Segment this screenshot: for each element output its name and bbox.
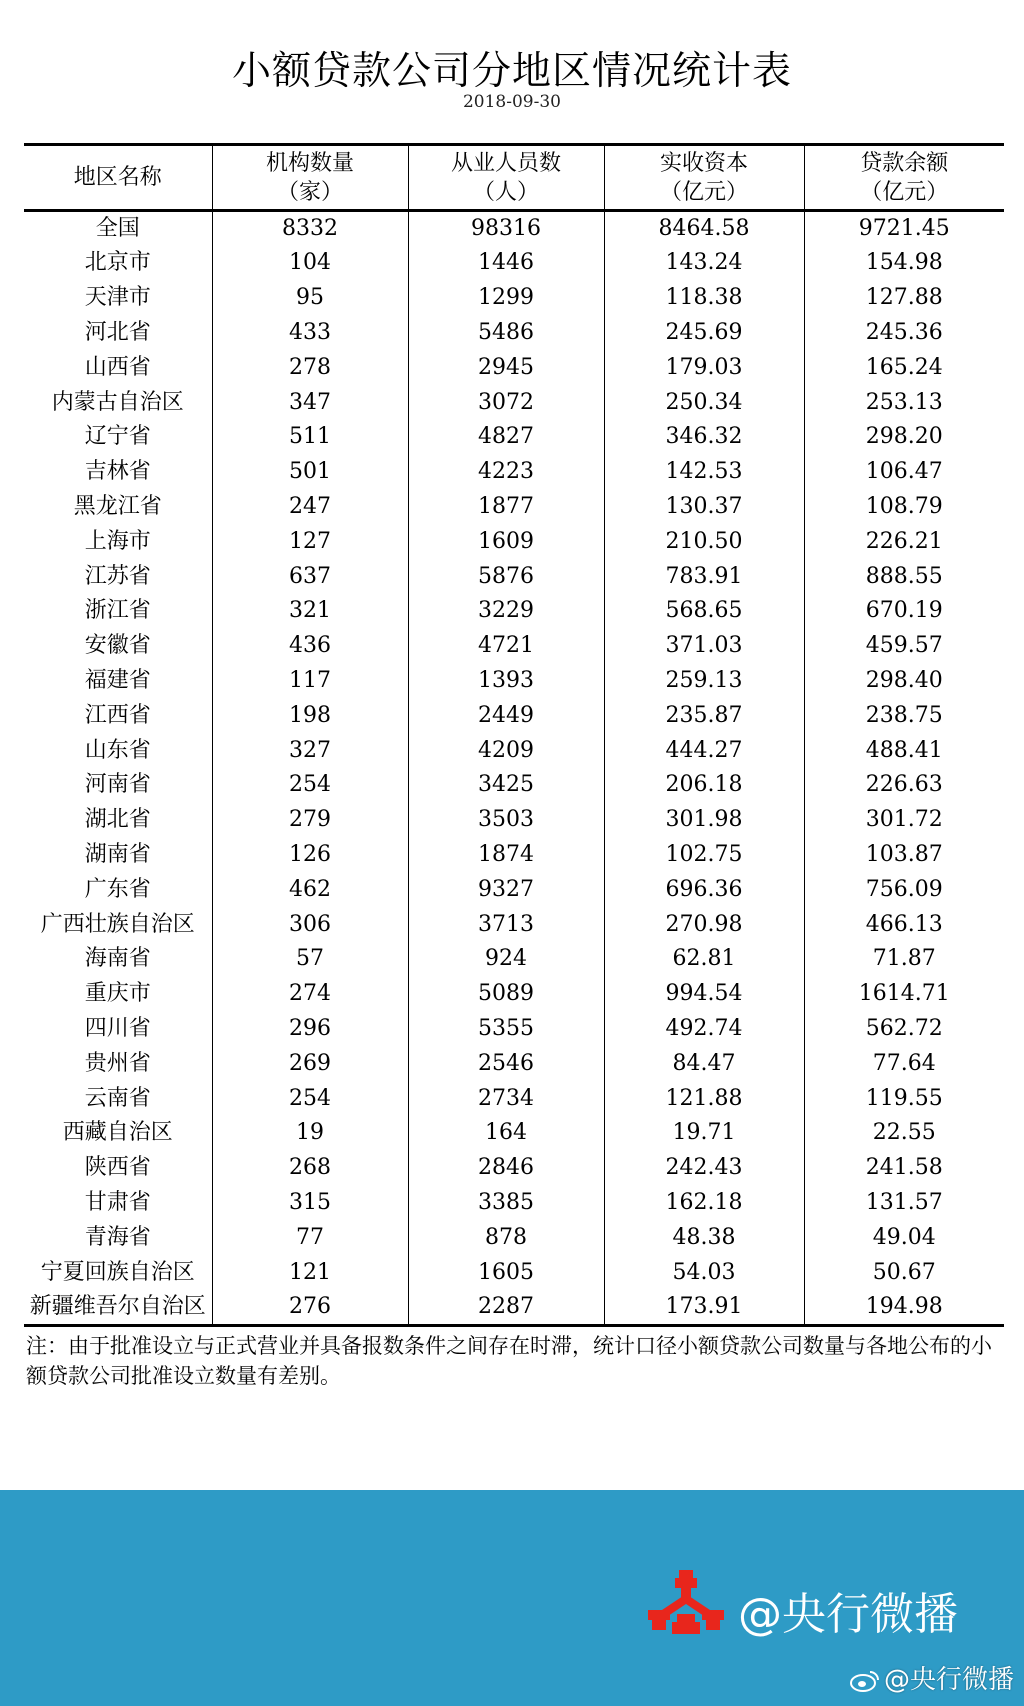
table-body [24,211,1004,1326]
table-row [24,664,1004,699]
region-name-cell: 浙江省 [84,598,151,624]
table-row [24,524,1004,559]
column-header-unit: （亿元） [860,179,949,205]
region-name-cell: 河北省 [84,319,151,345]
value-cell: 637 [212,559,408,594]
column-header [212,145,408,211]
value-cell: 130.37 [604,490,804,525]
table-row [24,350,1004,385]
value-cell: 3072 [408,385,604,420]
value-cell: 245.69 [604,316,804,351]
value-cell: 1877 [408,490,604,525]
value-cell: 247 [212,490,408,525]
table-row [24,698,1004,733]
value-cell: 235.87 [604,698,804,733]
statistics-table [24,143,1004,1327]
region-name-cell: 上海市 [84,528,151,554]
value-cell: 102.75 [604,838,804,873]
column-header-unit: （家） [276,179,343,205]
table-row [24,385,1004,420]
value-cell: 253.13 [804,385,1004,420]
region-name-cell: 四川省 [84,1015,151,1041]
value-cell: 49.04 [804,1220,1004,1255]
value-cell: 783.91 [604,559,804,594]
value-cell: 117 [212,664,408,699]
table-row [24,977,1004,1012]
value-cell: 3385 [408,1186,604,1221]
value-cell: 131.57 [804,1186,1004,1221]
table-row [24,1081,1004,1116]
value-cell: 226.21 [804,524,1004,559]
region-name-cell: 云南省 [84,1085,151,1111]
value-cell: 254 [212,1081,408,1116]
table-row [24,281,1004,316]
value-cell: 462 [212,872,408,907]
table-row [24,246,1004,281]
value-cell: 241.58 [804,1151,1004,1186]
value-cell: 994.54 [604,977,804,1012]
value-cell: 259.13 [604,664,804,699]
value-cell: 173.91 [604,1290,804,1326]
value-cell: 77 [212,1220,408,1255]
table-row [24,211,1004,247]
value-cell: 511 [212,420,408,455]
value-cell: 57 [212,942,408,977]
value-cell: 306 [212,907,408,942]
region-name-cell: 山西省 [84,354,151,380]
region-name-cell: 河南省 [84,772,151,798]
value-cell: 276 [212,1290,408,1326]
value-cell: 346.32 [604,420,804,455]
column-header-label: 地区名称 [73,165,162,190]
value-cell: 924 [408,942,604,977]
region-name-cell: 黑龙江省 [73,493,162,519]
value-cell: 2287 [408,1290,604,1326]
value-cell: 888.55 [804,559,1004,594]
value-cell: 2546 [408,1046,604,1081]
region-name-cell: 重庆市 [84,981,151,1007]
region-name-cell: 陕西省 [84,1155,151,1181]
value-cell: 433 [212,316,408,351]
table-row [24,629,1004,664]
table-row [24,1255,1004,1290]
value-cell: 154.98 [804,246,1004,281]
region-name-cell: 海南省 [84,946,151,972]
value-cell: 2945 [408,350,604,385]
value-cell: 50.67 [804,1255,1004,1290]
region-name-cell: 江苏省 [84,563,151,589]
table-row [24,420,1004,455]
value-cell: 48.38 [604,1220,804,1255]
region-name-cell: 福建省 [84,667,151,693]
region-name-cell: 内蒙古自治区 [51,389,184,415]
value-cell: 327 [212,733,408,768]
region-name-cell: 辽宁省 [84,424,151,450]
region-name-cell: 湖南省 [84,841,151,867]
value-cell: 301.98 [604,803,804,838]
table-row [24,1151,1004,1186]
value-cell: 2846 [408,1151,604,1186]
value-cell: 165.24 [804,350,1004,385]
value-cell: 278 [212,350,408,385]
value-cell: 568.65 [604,594,804,629]
value-cell: 696.36 [604,872,804,907]
value-cell: 444.27 [604,733,804,768]
table-row [24,1220,1004,1255]
value-cell: 206.18 [604,768,804,803]
value-cell: 194.98 [804,1290,1004,1326]
value-cell: 179.03 [604,350,804,385]
value-cell: 3229 [408,594,604,629]
region-name-cell: 贵州省 [84,1050,151,1076]
value-cell: 371.03 [604,629,804,664]
table-header [24,145,1004,211]
table-row [24,1290,1004,1326]
value-cell: 1299 [408,281,604,316]
header-row [24,145,1004,211]
table-row [24,1186,1004,1221]
value-cell: 164 [408,1116,604,1151]
value-cell: 296 [212,1012,408,1047]
page-title: 小额贷款公司分地区情况统计表 [231,49,792,94]
region-name-cell: 全国 [95,216,140,241]
brand-name: @央行微播 [738,1589,958,1640]
value-cell: 1393 [408,664,604,699]
value-cell: 501 [212,455,408,490]
value-cell: 466.13 [804,907,1004,942]
value-cell: 226.63 [804,768,1004,803]
table-row [24,838,1004,873]
value-cell: 62.81 [604,942,804,977]
value-cell: 298.20 [804,420,1004,455]
region-name-cell: 北京市 [84,250,151,276]
value-cell: 756.09 [804,872,1004,907]
footnote: 注：由于批准设立与正式营业并具备报数条件之间存在时滞，统计口径小额贷款公司数量与各地公布的小额贷款公司批准设立数量有差别。 [26,1334,992,1388]
table-row [24,803,1004,838]
value-cell: 8464.58 [604,211,804,247]
table-row [24,455,1004,490]
value-cell: 4721 [408,629,604,664]
value-cell: 119.55 [804,1081,1004,1116]
value-cell: 269 [212,1046,408,1081]
table-row [24,490,1004,525]
watermark-text: @央行微播 [883,1665,1014,1695]
value-cell: 488.41 [804,733,1004,768]
region-name-cell: 新疆维吾尔自治区 [24,1290,212,1326]
table-row [24,559,1004,594]
value-cell: 270.98 [604,907,804,942]
value-cell: 321 [212,594,408,629]
value-cell: 126 [212,838,408,873]
value-cell: 5089 [408,977,604,1012]
table-row [24,872,1004,907]
value-cell: 878 [408,1220,604,1255]
value-cell: 77.64 [804,1046,1004,1081]
value-cell: 301.72 [804,803,1004,838]
value-cell: 238.75 [804,698,1004,733]
value-cell: 118.38 [604,281,804,316]
value-cell: 22.55 [804,1116,1004,1151]
value-cell: 298.40 [804,664,1004,699]
value-cell: 315 [212,1186,408,1221]
value-cell: 5876 [408,559,604,594]
column-header-unit: （亿元） [659,179,748,205]
value-cell: 2734 [408,1081,604,1116]
value-cell: 104 [212,246,408,281]
region-name-cell: 广东省 [84,876,151,902]
value-cell: 670.19 [804,594,1004,629]
value-cell: 84.47 [604,1046,804,1081]
column-header [408,145,604,211]
value-cell: 1446 [408,246,604,281]
value-cell: 121.88 [604,1081,804,1116]
region-name-cell: 广西壮族自治区 [40,911,195,937]
value-cell: 4827 [408,420,604,455]
table-row [24,907,1004,942]
value-cell: 106.47 [804,455,1004,490]
table-row [24,594,1004,629]
value-cell: 95 [212,281,408,316]
table-row [24,1046,1004,1081]
value-cell: 108.79 [804,490,1004,525]
value-cell: 3425 [408,768,604,803]
report-date: 2018-09-30 [462,92,561,112]
column-header [604,145,804,211]
value-cell: 210.50 [604,524,804,559]
value-cell: 1609 [408,524,604,559]
value-cell: 562.72 [804,1012,1004,1047]
region-name-cell: 天津市 [84,285,151,311]
value-cell: 1614.71 [804,977,1004,1012]
weibo-watermark [850,1659,1014,1696]
region-name-cell: 甘肃省 [84,1189,151,1215]
weibo-icon [850,1669,880,1693]
value-cell: 279 [212,803,408,838]
value-cell: 492.74 [604,1012,804,1047]
value-cell: 71.87 [804,942,1004,977]
table-row [24,942,1004,977]
value-cell: 1874 [408,838,604,873]
table-row [24,733,1004,768]
region-name-cell: 安徽省 [84,633,151,659]
region-name-cell: 青海省 [84,1224,151,1250]
value-cell: 250.34 [604,385,804,420]
column-header-label: 贷款余额 [860,150,949,176]
statistics-table-container [24,143,1004,1327]
value-cell: 142.53 [604,455,804,490]
value-cell: 274 [212,977,408,1012]
region-name-cell: 湖北省 [84,807,151,833]
region-name-cell: 江西省 [84,702,151,728]
value-cell: 245.36 [804,316,1004,351]
value-cell: 19 [212,1116,408,1151]
value-cell: 254 [212,768,408,803]
region-name-cell: 山东省 [84,737,151,763]
table-row [24,1012,1004,1047]
table-row [24,1116,1004,1151]
value-cell: 143.24 [604,246,804,281]
column-header-label: 实收资本 [659,150,748,176]
value-cell: 4209 [408,733,604,768]
table-row [24,768,1004,803]
value-cell: 127.88 [804,281,1004,316]
value-cell: 5486 [408,316,604,351]
value-cell: 242.43 [604,1151,804,1186]
column-header-label: 机构数量 [265,150,354,176]
value-cell: 8332 [212,211,408,247]
region-name-cell: 西藏自治区 [62,1120,173,1146]
value-cell: 2449 [408,698,604,733]
column-header-label: 从业人员数 [450,150,561,176]
region-name-cell: 宁夏回族自治区 [40,1259,195,1285]
value-cell: 5355 [408,1012,604,1047]
region-name-cell: 吉林省 [84,459,151,485]
value-cell: 103.87 [804,838,1004,873]
value-cell: 121 [212,1255,408,1290]
value-cell: 54.03 [604,1255,804,1290]
column-header [24,145,212,211]
table-row [24,316,1004,351]
footer-banner [0,1490,1024,1706]
value-cell: 162.18 [604,1186,804,1221]
value-cell: 98316 [408,211,604,247]
value-cell: 1605 [408,1255,604,1290]
column-header-unit: （人） [472,179,539,205]
value-cell: 3503 [408,803,604,838]
value-cell: 3713 [408,907,604,942]
value-cell: 9327 [408,872,604,907]
value-cell: 198 [212,698,408,733]
value-cell: 127 [212,524,408,559]
value-cell: 4223 [408,455,604,490]
value-cell: 436 [212,629,408,664]
pboc-logo-icon [648,1570,724,1636]
column-header [804,145,1004,211]
value-cell: 268 [212,1151,408,1186]
value-cell: 459.57 [804,629,1004,664]
value-cell: 9721.45 [804,211,1004,247]
value-cell: 347 [212,385,408,420]
value-cell: 19.71 [604,1116,804,1151]
